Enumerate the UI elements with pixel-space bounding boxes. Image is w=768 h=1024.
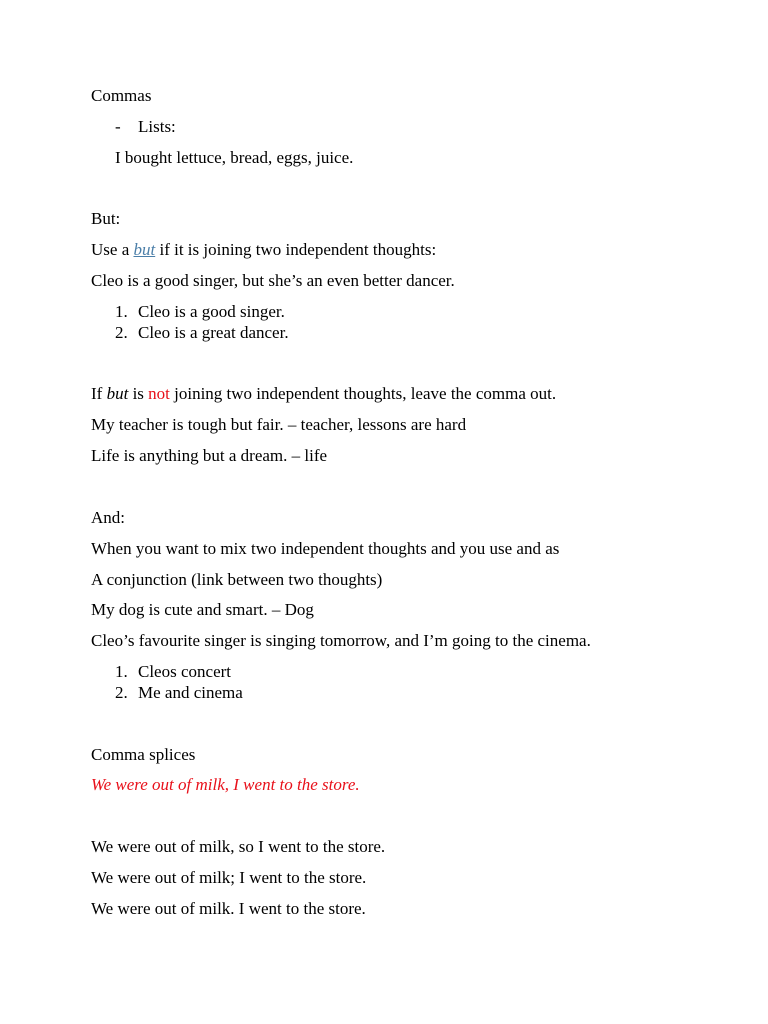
cleo-list-item-2: Cleo is a great dancer. xyxy=(138,323,289,342)
cleo-list-item-1: Cleo is a good singer. xyxy=(138,302,285,321)
if-is: is xyxy=(128,384,149,403)
splice-wrong-example: We were out of milk, I went to the store. xyxy=(91,775,360,794)
teacher-example: My teacher is tough but fair. – teacher, lessons are hard xyxy=(91,415,467,434)
comma-splices-heading: Comma splices xyxy=(91,745,196,764)
cleo-list-number-1: 1. xyxy=(115,302,128,321)
but-heading: But: xyxy=(91,209,121,228)
concert-list-item-1: Cleos concert xyxy=(138,662,231,681)
commas-heading: Commas xyxy=(91,86,152,105)
use-a-prefix: Use a xyxy=(91,240,130,259)
cleo-list-number-2: 2. xyxy=(115,323,128,342)
concert-list-number-2: 2. xyxy=(115,683,128,702)
use-a-suffix: if it is joining two independent thoughts: xyxy=(155,240,437,259)
fix-with-semicolon: We were out of milk; I went to the store. xyxy=(91,868,367,887)
if-prefix: If xyxy=(91,384,107,403)
fix-with-period: We were out of milk. I went to the store. xyxy=(91,899,366,918)
fix-with-so: We were out of milk, so I went to the store. xyxy=(91,837,386,856)
cleo-sentence: Cleo is a good singer, but she’s an even better dancer. xyxy=(91,271,455,290)
lists-bullet-marker: - xyxy=(115,117,121,136)
and-explanation: When you want to mix two independent thoughts and you use and as xyxy=(91,539,560,558)
use-a-but-rule xyxy=(91,240,436,260)
concert-list-item-2: Me and cinema xyxy=(138,683,243,702)
concert-list-number-1: 1. xyxy=(115,662,128,681)
life-example: Life is anything but a dream. – life xyxy=(91,446,328,465)
dog-example: My dog is cute and smart. – Dog xyxy=(91,600,314,619)
cleo-favourite-sentence: Cleo’s favourite singer is singing tomorrow, and I’m going to the cinema. xyxy=(91,631,591,650)
conjunction-line: A conjunction (link between two thoughts) xyxy=(91,570,383,589)
if-not-rule xyxy=(91,384,556,404)
and-heading: And: xyxy=(91,508,125,527)
lists-example: I bought lettuce, bread, eggs, juice. xyxy=(115,148,354,167)
but-link[interactable]: but xyxy=(133,240,156,259)
if-not-word: not xyxy=(148,384,170,403)
if-but-word: but xyxy=(106,384,129,403)
if-suffix: joining two independent thoughts, leave the comma out. xyxy=(169,384,557,403)
lists-label: Lists: xyxy=(138,117,176,136)
